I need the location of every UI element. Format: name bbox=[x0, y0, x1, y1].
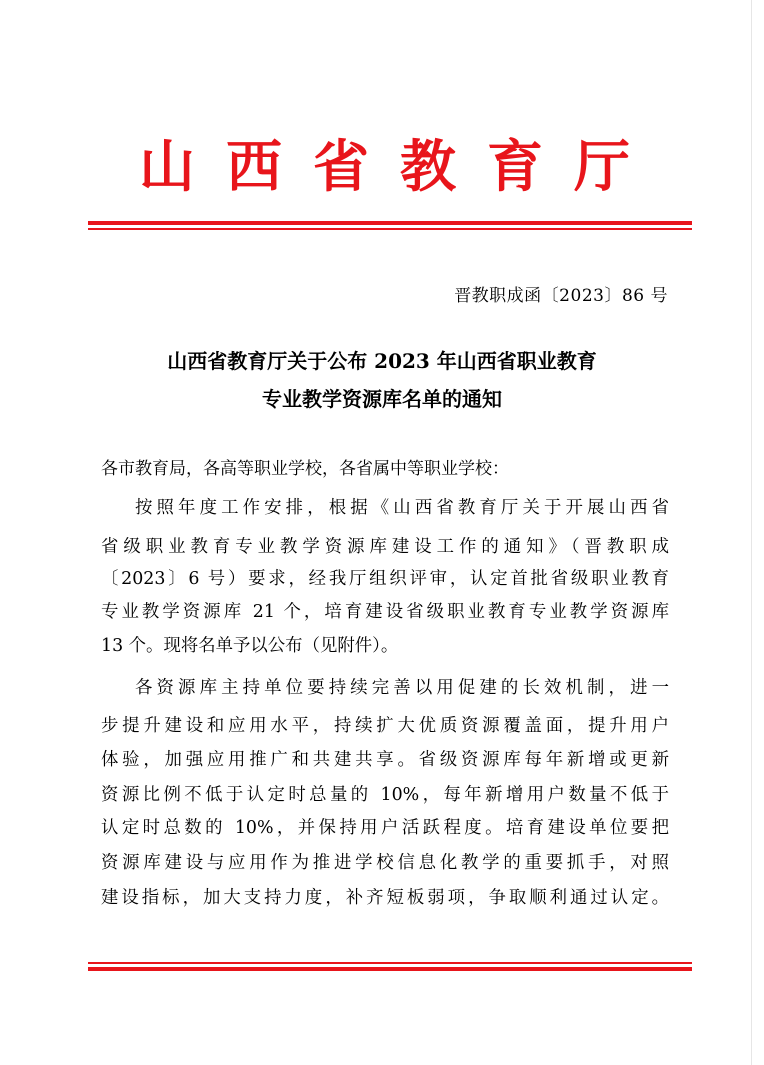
paragraph-line: 资源库建设与应用作为推进学校信息化教学的重要抓手，对照 bbox=[101, 853, 669, 873]
masthead-char: 厅 bbox=[574, 134, 630, 200]
header-rule-thin bbox=[88, 228, 692, 230]
header-rule-thick bbox=[88, 221, 692, 225]
masthead bbox=[0, 122, 764, 212]
paragraph-line: 资源比例不低于认定时总量的 10%，每年新增用户数量不低于 bbox=[101, 785, 669, 805]
masthead-char: 西 bbox=[226, 134, 282, 200]
paragraph-line: 13 个。现将名单予以公布（见附件）。 bbox=[101, 636, 399, 656]
paragraph-line: 〔2023〕6 号）要求，经我厅组织评审，认定首批省级职业教育 bbox=[101, 569, 669, 589]
paragraph-line: 省级职业教育专业教学资源库建设工作的通知》（晋教职成 bbox=[101, 537, 669, 557]
document-number: 晋教职成函〔2023〕86 号 bbox=[454, 286, 668, 306]
masthead-char: 育 bbox=[487, 134, 543, 200]
paragraph-line: 建设指标，加大支持力度，补齐短板弱项，争取顺利通过认定。 bbox=[101, 888, 669, 908]
salutation: 各市教育局，各高等职业学校，各省属中等职业学校： bbox=[101, 459, 509, 479]
masthead-char: 省 bbox=[313, 134, 369, 200]
paragraph-line: 专业教学资源库 21 个，培育建设省级职业教育专业教学资源库 bbox=[101, 602, 669, 622]
paragraph-line: 各资源库主持单位要持续完善以用促建的长效机制，进一 bbox=[135, 678, 669, 698]
paragraph-line: 按照年度工作安排，根据《山西省教育厅关于开展山西省 bbox=[135, 498, 669, 518]
paragraph-line: 认定时总数的 10%，并保持用户活跃程度。培育建设单位要把 bbox=[101, 818, 669, 838]
masthead-char: 山 bbox=[139, 134, 195, 200]
footer-rule-thick bbox=[88, 967, 692, 971]
title-line-1: 山西省教育厅关于公布 2023 年山西省职业教育 bbox=[167, 349, 597, 373]
title-line-2: 专业教学资源库名单的通知 bbox=[262, 387, 502, 411]
masthead-char: 教 bbox=[400, 134, 456, 200]
paragraph-line: 体验，加强应用推广和共建共享。省级资源库每年新增或更新 bbox=[101, 750, 669, 770]
paragraph-line: 步提升建设和应用水平，持续扩大优质资源覆盖面，提升用户 bbox=[101, 716, 669, 736]
footer-rule-thin bbox=[88, 962, 692, 964]
